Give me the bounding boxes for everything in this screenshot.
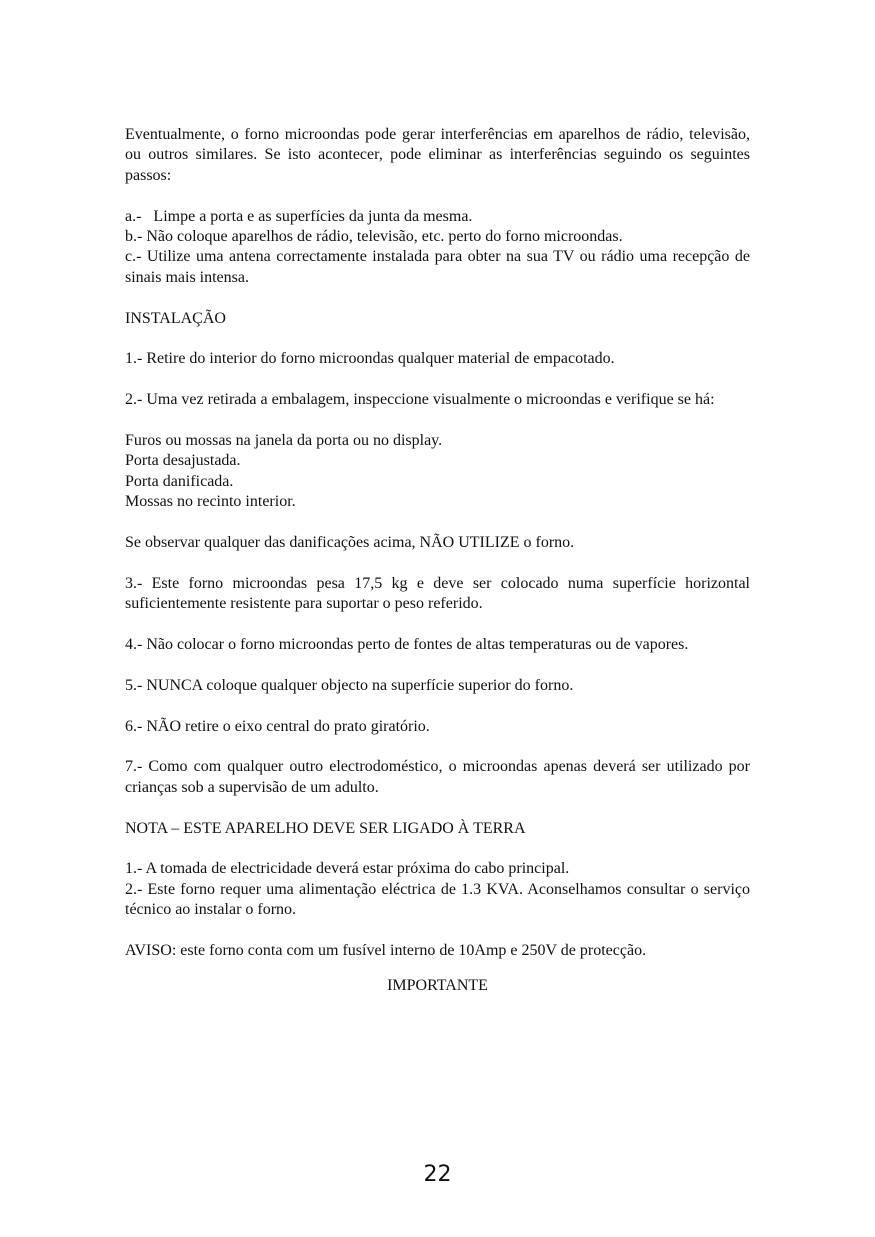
fuse-notice: AVISO: este forno conta com um fusível interno de 10Amp e 250V de protecção. — [125, 942, 647, 960]
grounding-heading: NOTA – ESTE APARELHO DEVE SER LIGADO À TERRA — [125, 819, 526, 837]
damage-check-list — [125, 431, 750, 513]
list-item: Porta desajustada. — [125, 452, 241, 470]
list-item: Furos ou mossas na janela da porta ou no display. — [125, 432, 443, 450]
list-item: 2.- Este forno requer uma alimentação eléctrica de 1.3 KVA. Aconselhamos consultar o serviço técnico ao instalar o forno. — [125, 880, 750, 919]
installation-step-6: 6.- NÃO retire o eixo central do prato giratório. — [125, 717, 430, 735]
installation-step-7: 7.- Como com qualquer outro electrodoméstico, o microondas apenas deverá ser utilizado por crianças sob a supervisão de um adulto. — [125, 758, 750, 796]
list-item: Porta danificada. — [125, 472, 234, 490]
installation-step-3: 3.- Este forno microondas pesa 17,5 kg e deve ser colocado numa superfície horizontal suficientemente resistente para suportar o peso referido. — [125, 574, 750, 613]
interference-steps-list — [125, 207, 750, 289]
document-body — [125, 125, 750, 1017]
installation-step-1: 1.- Retire do interior do forno microondas qualquer material de empacotado. — [125, 350, 615, 368]
installation-step-5: 5.- NUNCA coloque qualquer objecto na superfície superior do forno. — [125, 676, 574, 694]
page-number: 22 — [423, 1162, 452, 1187]
list-item: Mossas no recinto interior. — [125, 493, 296, 511]
installation-step-4: 4.- Não colocar o forno microondas perto de fontes de altas temperaturas ou de vapores. — [125, 636, 689, 654]
installation-heading: INSTALAÇÃO — [125, 309, 226, 327]
list-item: b.- Não coloque aparelhos de rádio, televisão, etc. perto do forno microondas. — [125, 228, 623, 246]
list-item: c.- Utilize uma antena correctamente instalada para obter na sua TV ou rádio uma recepção de sinais mais intensa. — [125, 248, 750, 286]
intro-paragraph: Eventualmente, o forno microondas pode gerar interferências em aparelhos de rádio, televisão, ou outros similares. Se isto acontecer, pode eliminar as interferências seguindo os seguintes passos: — [125, 126, 750, 184]
list-item: a.- Limpe a porta e as superfícies da junta da mesma. — [125, 207, 473, 225]
installation-step-2: 2.- Uma vez retirada a embalagem, inspeccione visualmente o microondas e verifique se há: — [125, 391, 715, 409]
important-heading: IMPORTANTE — [387, 976, 488, 994]
damage-warning: Se observar qualquer das danificações acima, NÃO UTILIZE o forno. — [125, 534, 575, 552]
list-item: 1.- A tomada de electricidade deverá estar próxima do cabo principal. — [125, 860, 570, 878]
grounding-list — [125, 859, 750, 920]
